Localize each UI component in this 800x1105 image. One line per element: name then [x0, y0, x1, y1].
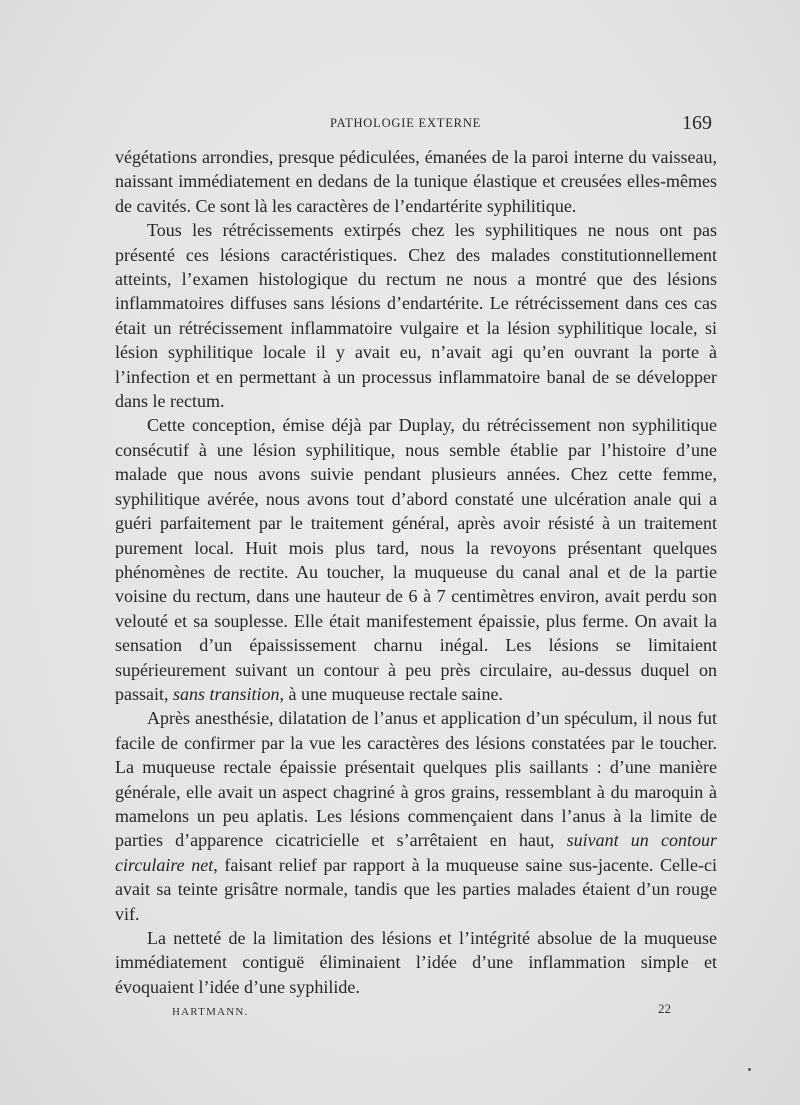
paragraph-3-end: , à une muqueuse rectale saine. — [279, 683, 503, 704]
running-title: PATHOLOGIE EXTERNE — [330, 116, 482, 130]
paragraph-2: Tous les rétrécissements extirpés chez les syphilitiques ne nous ont pas présenté ces lésions caractéristiques. Chez des malades constitutionnellement atteints, l’examen histologique du rectum ne nous a montré que des lésions inflammatoires diffuses sans lésions d’endartérite. Le rétrécissement dans ces cas était un rétrécissement inflammatoire vulgaire et la lésion syphilitique locale, si lésion syphilitique locale il y avait eu, n’avait agi qu’en ouvrant la porte à l’infection et en permettant à un processus inflammatoire banal de se développer dans le rectum. — [115, 220, 717, 412]
footer-signature: HARTMANN. — [172, 1006, 249, 1018]
paragraph-3 — [115, 413, 717, 706]
italic-sans-transition: sans transition — [173, 683, 280, 704]
body-text — [115, 145, 717, 999]
paragraph-3-text: Cette conception, émise déjà par Duplay, du rétrécissement non syphilitique consécutif à une lésion syphilitique, nous semble établie par l’histoire d’une malade que nous avons suivie pendant plusieurs années. Chez cette femme, syphilitique avérée, nous avons tout d’abord constaté une ulcération anale qui a guéri parfaitement par le traitement général, après avoir résisté à un traitement purement local. Huit mois plus tard, nous la revoyons présentant quelques phénomènes de rectite. Au toucher, la muqueuse du canal anal et de la partie voisine du rectum, dans une hauteur de 6 à 7 centimètres environ, avait perdu son velouté et sa souplesse. Elle était manifestement épaissie, plus ferme. On avait la sensation d’un épaississement charnu inégal. Les lésions se limitaient supérieurement suivant un contour à peu près circulaire, au-dessus duquel on passait, — [115, 415, 717, 704]
paragraph-4-end: , faisant relief par rapport à la muqueuse saine sus-jacente. Celle-ci avait sa teinte grisâtre normale, tandis que les parties malades étaient d’un rouge vif. — [115, 854, 717, 924]
italic-contour-circulaire: suivant un contour circulaire net — [115, 830, 717, 875]
paper-speck — [748, 1068, 751, 1071]
paragraph-5: La netteté de la limitation des lésions et l’intégrité absolue de la muqueuse immédiatement contiguë éliminaient l’idée d’une inflammation simple et évoquaient l’idée d’une syphilide. — [115, 928, 717, 997]
signature-mark: 22 — [658, 1001, 671, 1016]
page-number: 169 — [682, 112, 712, 134]
paragraph-4-text: Après anesthésie, dilatation de l’anus et application d’un spéculum, il nous fut facile de confirmer par la vue les caractères des lésions constatées par le toucher. La muqueuse rectale épaissie présentait quelques plis saillants : d’une manière générale, elle avait un aspect chagriné à gros grains, ressemblant à du maroquin à mamelons un peu aplatis. Les lésions commençaient dans l’anus à la limite de parties d’apparence cicatricielle et s’arrêtaient en haut, — [115, 708, 717, 851]
paragraph-1: végétations arrondies, presque pédiculées, émanées de la paroi interne du vaisseau, naissant immédiatement en dedans de la tunique élastique et creusées elles-mêmes de cavités. Ce sont là les caractères de l’endartérite syphilitique. — [115, 147, 717, 216]
paragraph-4 — [115, 706, 717, 926]
